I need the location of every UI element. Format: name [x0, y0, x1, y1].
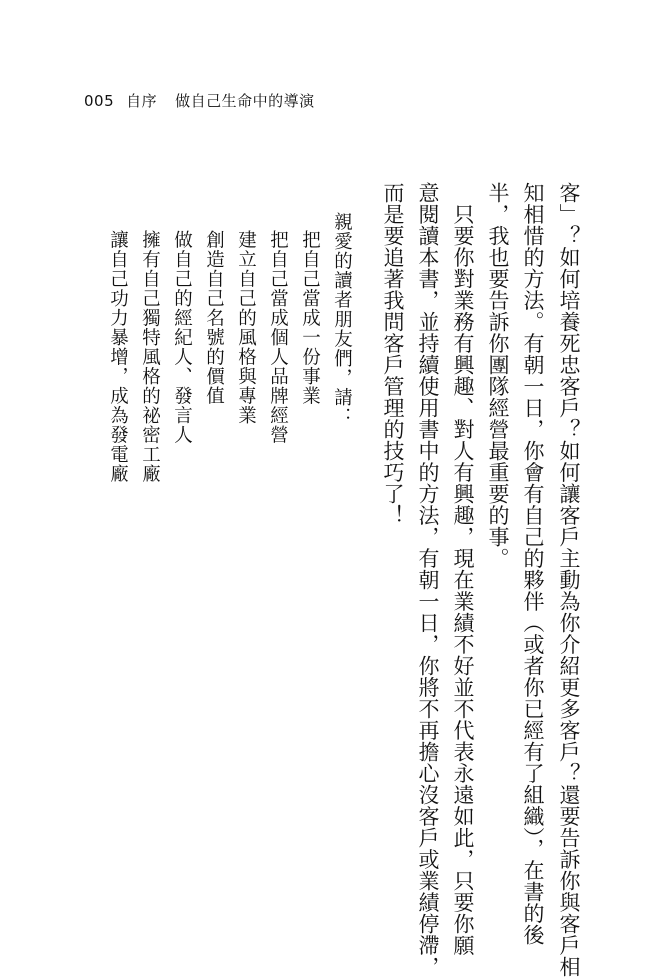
- poem-item: 創造自己名號的價值: [203, 230, 225, 406]
- poem-item: 建立自己的風格與專業: [235, 230, 257, 425]
- poem-item: 把自己當成個人品牌經營: [267, 230, 289, 445]
- body-text-column: 客」？如何培養死忠客戶？如何讓客戶主動為你介紹更多客戶？還要告訴你與客戶相: [557, 182, 581, 978]
- poem-item: 做自己的經紀人、發言人: [171, 230, 193, 445]
- body-text-column: 只要你對業務有興趣、對人有興趣，現在業績不好並不代表永遠如此，只要你願: [451, 182, 475, 956]
- poem-greeting: 親愛的讀者朋友們，請：: [331, 212, 353, 427]
- body-text-column: 而是要追著我問客戶管理的技巧了！: [381, 182, 405, 526]
- page-header: [84, 90, 315, 111]
- body-text-column: 意閱讀本書，並持續使用書中的方法，有朝一日，你將不再擔心沒客戶或業績停滯，: [416, 182, 440, 978]
- page-number: 005: [84, 92, 115, 110]
- poem-item: 讓自己功力暴增，成為發電廠: [107, 230, 129, 484]
- poem-item: 擁有自己獨特風格的祕密工廠: [139, 230, 161, 484]
- poem-item: 把自己當成一份事業: [299, 230, 321, 406]
- chapter-title: 做自己生命中的導演: [175, 92, 315, 110]
- chapter-label: 自序: [126, 92, 158, 110]
- body-text-column: 知相惜的方法。有朝一日，你會有自己的夥伴（或者你已經有了組織），在書的後: [521, 182, 545, 946]
- body-text-column: 半，我也要告訴你團隊經營最重要的事。: [486, 182, 510, 569]
